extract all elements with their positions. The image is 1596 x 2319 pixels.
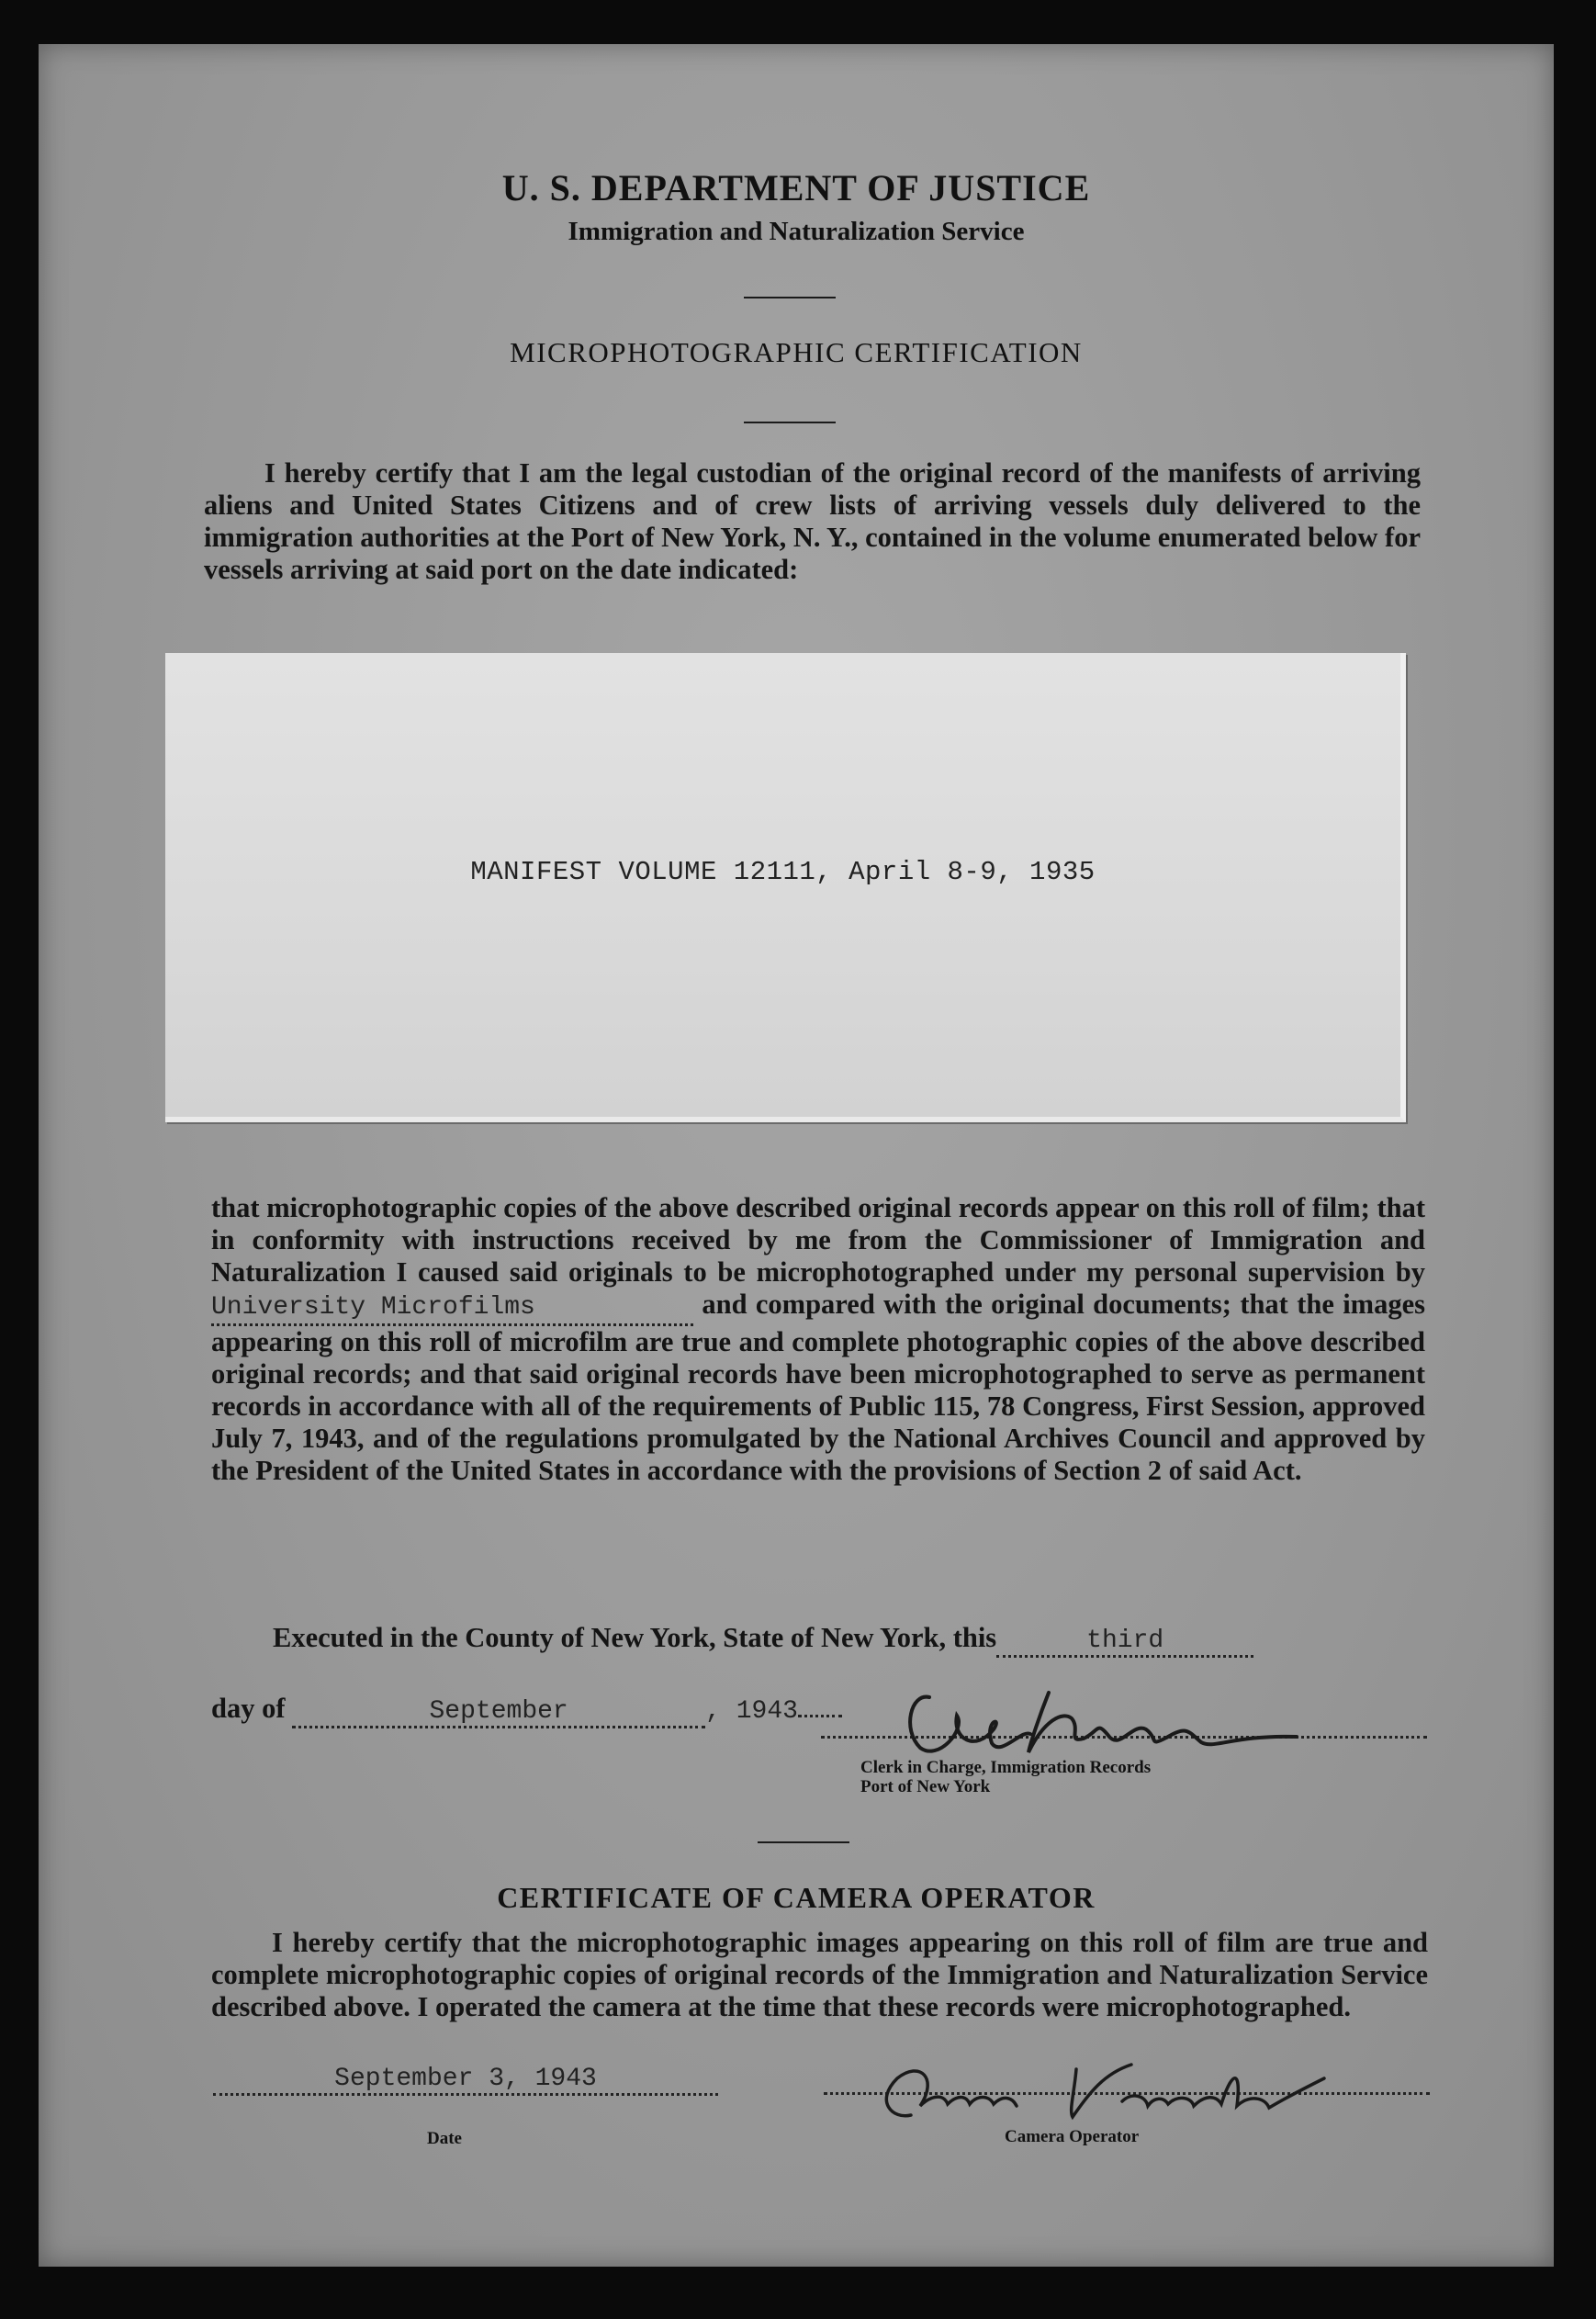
manifest-slip bbox=[165, 653, 1406, 1122]
month-field: September bbox=[292, 1697, 705, 1728]
photographer-field: University Microfilms bbox=[211, 1291, 693, 1326]
day-of-line bbox=[211, 1693, 842, 1728]
body-text-part1: that microphotographic copies of the above described original records appear on this roll of film; that in conformity with instructions received by me from the Commissioner of Immigration and Naturalization I caused said originals to be microphotographed under my personal supervision by bbox=[211, 1192, 1425, 1288]
execution-day-field: third bbox=[996, 1627, 1253, 1658]
execution-text: Executed in the County of New York, State of New York, this bbox=[273, 1622, 997, 1653]
body-paragraph bbox=[211, 1192, 1425, 1487]
camera-date-field: September 3, 1943 bbox=[213, 2065, 718, 2096]
camera-paragraph: I hereby certify that the microphotographic images appearing on this roll of film are true and complete microphotographic copies of original records of the Immigration and Naturalization Service described above. I operated the camera at the time that these records were microphotographed. bbox=[211, 1927, 1428, 2022]
divider bbox=[744, 297, 836, 298]
year-dots bbox=[798, 1715, 842, 1717]
year-field: , 1943 bbox=[705, 1697, 798, 1726]
clerk-signature bbox=[893, 1665, 1324, 1771]
body-text-part2: and compared with the original documents; that the images appearing on this roll of microfilm are true and complete photographic copies of the above described original records; and that said original records have been microphotographed to serve as permanent records in accordance with all of the requirements of Public 115, 78 Congress, First Session, approved July 7, 1943, and of the regulations promulgated by the National Archives Council and approved by the President of the United States in accordance with the provisions of Section 2 of said Act. bbox=[211, 1289, 1425, 1486]
camera-certificate-title: CERTIFICATE OF CAMERA OPERATOR bbox=[497, 1881, 1096, 1914]
intro-paragraph: I hereby certify that I am the legal custodian of the original record of the manifests of arriving aliens and United States Citizens and of crew lists of arriving vessels duly delivered to the immigration authorities at the Port of New York, N. Y., contained in the volume enumerated below for vessels arriving at said port on the date indicated: bbox=[204, 457, 1421, 585]
day-of-label: day of bbox=[211, 1693, 286, 1724]
form-title: MICROPHOTOGRAPHIC CERTIFICATION bbox=[510, 336, 1083, 368]
operator-signature bbox=[856, 2051, 1343, 2133]
execution-line bbox=[273, 1622, 1253, 1658]
operator-caption: Camera Operator bbox=[1005, 2127, 1140, 2146]
divider bbox=[744, 422, 836, 423]
manifest-volume-label: MANIFEST VOLUME 12111, April 8-9, 1935 bbox=[470, 857, 1096, 887]
certificate-page bbox=[39, 44, 1554, 2267]
service-subheading: Immigration and Naturalization Service bbox=[568, 217, 1025, 246]
divider bbox=[758, 1841, 849, 1843]
clerk-title: Clerk in Charge, Immigration Records Port of New York bbox=[860, 1758, 1152, 1796]
department-heading: U. S. DEPARTMENT OF JUSTICE bbox=[501, 167, 1091, 208]
date-caption: Date bbox=[427, 2129, 462, 2148]
